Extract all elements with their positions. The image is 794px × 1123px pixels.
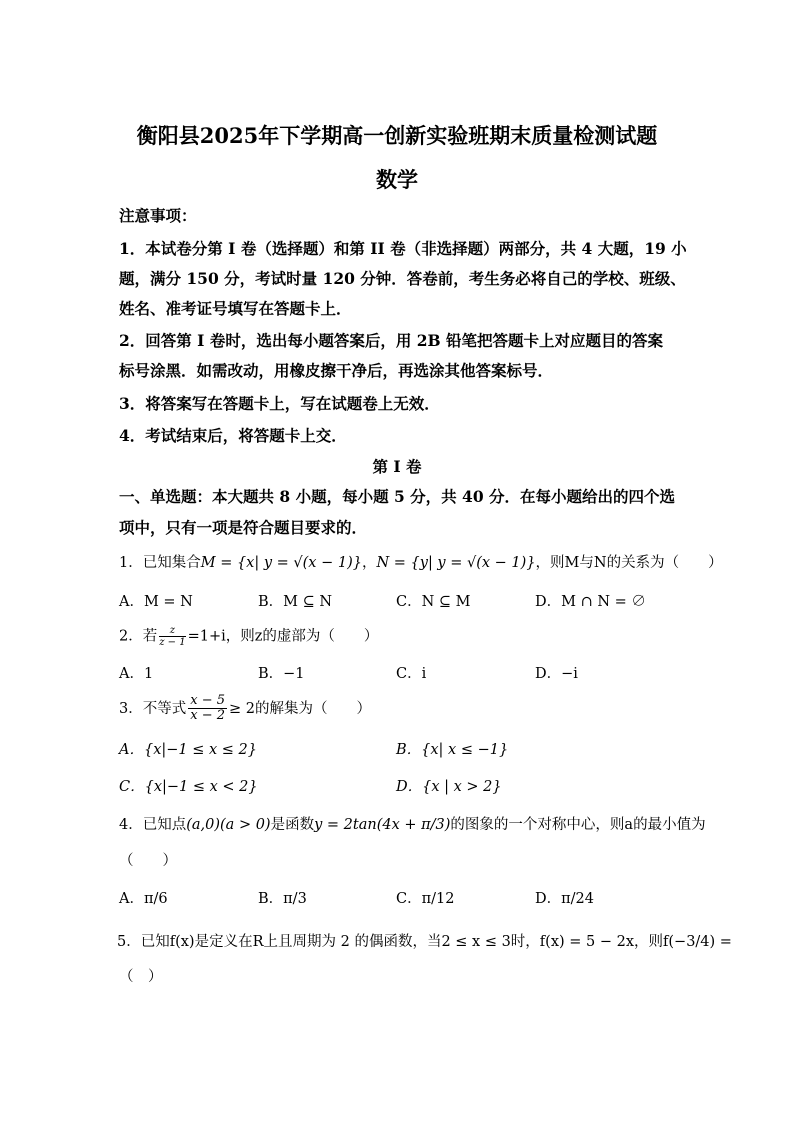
section-heading-line-2: 项中，只有一项是符合题目要求的．: [119, 518, 368, 537]
q4-option-a: A．π/6: [119, 891, 168, 907]
note-line-2: 题，满分 150 分，考试时量 120 分钟．答卷前，考生务必将自己的学校、班级、: [119, 269, 686, 288]
q3-option-c: C．{x|−1 ≤ x < 2}: [119, 779, 258, 795]
q2-rhs: =1+i: [187, 628, 226, 645]
question-5: 5．已知f(x)是定义在R上且周期为 2 的偶函数，当2 ≤ x ≤ 3时，f(x) = 5 − 2x，则f(−3/4) =: [117, 934, 732, 950]
section-label: 第 I 卷: [372, 457, 422, 476]
section-heading-line-1: 一、单选题：本大题共 8 小题，每小题 5 分，共 40 分．在每小题给出的四个选: [119, 487, 676, 506]
q1-option-d: D．M ∩ N = ∅: [535, 594, 646, 610]
question-1: 1．已知集合M = {x| y = √(x − 1)}，N = {y| y = √(x − 1)}，则M与N的关系为（ ）: [119, 555, 723, 571]
q2-option-c: C．i: [396, 666, 427, 682]
q3-prefix: 3．不等式: [119, 700, 187, 717]
q1-option-b: B．M ⊆ N: [258, 594, 333, 610]
note-line-6: 3．将答案写在答题卡上，写在试题卷上无效．: [119, 394, 440, 413]
q1-prefix: 1．已知集合: [119, 555, 201, 571]
note-line-1: 1．本试卷分第 I 卷（选择题）和第 II 卷（非选择题）两部分，共 4 大题，19 小: [119, 239, 687, 258]
q3-option-d: D．{x | x > 2}: [396, 779, 502, 795]
q4-option-d: D．π/24: [535, 891, 594, 907]
q4-mid: 是函数: [270, 817, 315, 833]
q2-frac-den: z − 1: [159, 637, 186, 648]
q4-suffix: 的图象的一个对称中心，则a的最小值为: [450, 817, 706, 833]
q3-option-b: B．{x| x ≤ −1}: [396, 742, 509, 758]
q4-option-c: C．π/12: [396, 891, 455, 907]
exam-title: 衡阳县2025年下学期高一创新实验班期末质量检测试题: [136, 123, 658, 148]
q2-option-a: A．1: [119, 666, 154, 682]
note-line-3: 姓名、准考证号填写在答题卡上．: [119, 299, 352, 318]
q2-option-b: B．−1: [258, 666, 305, 682]
q3-rhs: ≥ 2: [229, 700, 255, 717]
q1-option-c: C．N ⊆ M: [396, 594, 471, 610]
q3-fraction: [188, 694, 227, 724]
q2-prefix: 2．若: [119, 628, 158, 645]
question-2: [119, 625, 378, 648]
q1-suffix: ，则M与N的关系为（ ）: [535, 555, 723, 571]
note-line-5: 标号涂黑．如需改动，用橡皮擦干净后，再选涂其他答案标号．: [119, 361, 554, 380]
notes-heading: 注意事项：: [119, 206, 197, 225]
note-line-4: 2．回答第 I 卷时，选出每小题答案后，用 2B 铅笔把答题卡上对应题目的答案: [119, 331, 664, 350]
note-line-7: 4．考试结束后，将答题卡上交．: [119, 426, 347, 445]
q2-fraction: [159, 625, 185, 648]
q1-option-a: A．M = N: [119, 594, 193, 610]
q5-answer-paren: （ ）: [119, 969, 163, 985]
q1-set-m: M = {x| y = √(x − 1)}: [200, 555, 362, 571]
q1-set-n: N = {y| y = √(x − 1)}: [376, 555, 536, 571]
q3-suffix: 的解集为（ ）: [254, 700, 371, 717]
q2-frac-num: z: [159, 625, 185, 637]
q4-function: y = 2tan(4x + π/3): [314, 817, 451, 833]
q3-option-a: A．{x|−1 ≤ x ≤ 2}: [119, 742, 257, 758]
q2-option-d: D．−i: [535, 666, 578, 682]
exam-subject: 数学: [376, 167, 418, 192]
q2-suffix: ，则z的虚部为（ ）: [225, 628, 379, 645]
question-4: [119, 814, 706, 836]
q3-frac-num: x − 5: [190, 693, 225, 708]
q4-option-b: B．π/3: [258, 891, 307, 907]
q4-point: (a,0)(a > 0): [186, 817, 271, 833]
q4-answer-paren: （ ）: [119, 853, 177, 869]
q4-prefix: 4．已知点: [119, 817, 187, 833]
q3-frac-den: x − 2: [190, 708, 225, 724]
question-3: [119, 694, 371, 724]
